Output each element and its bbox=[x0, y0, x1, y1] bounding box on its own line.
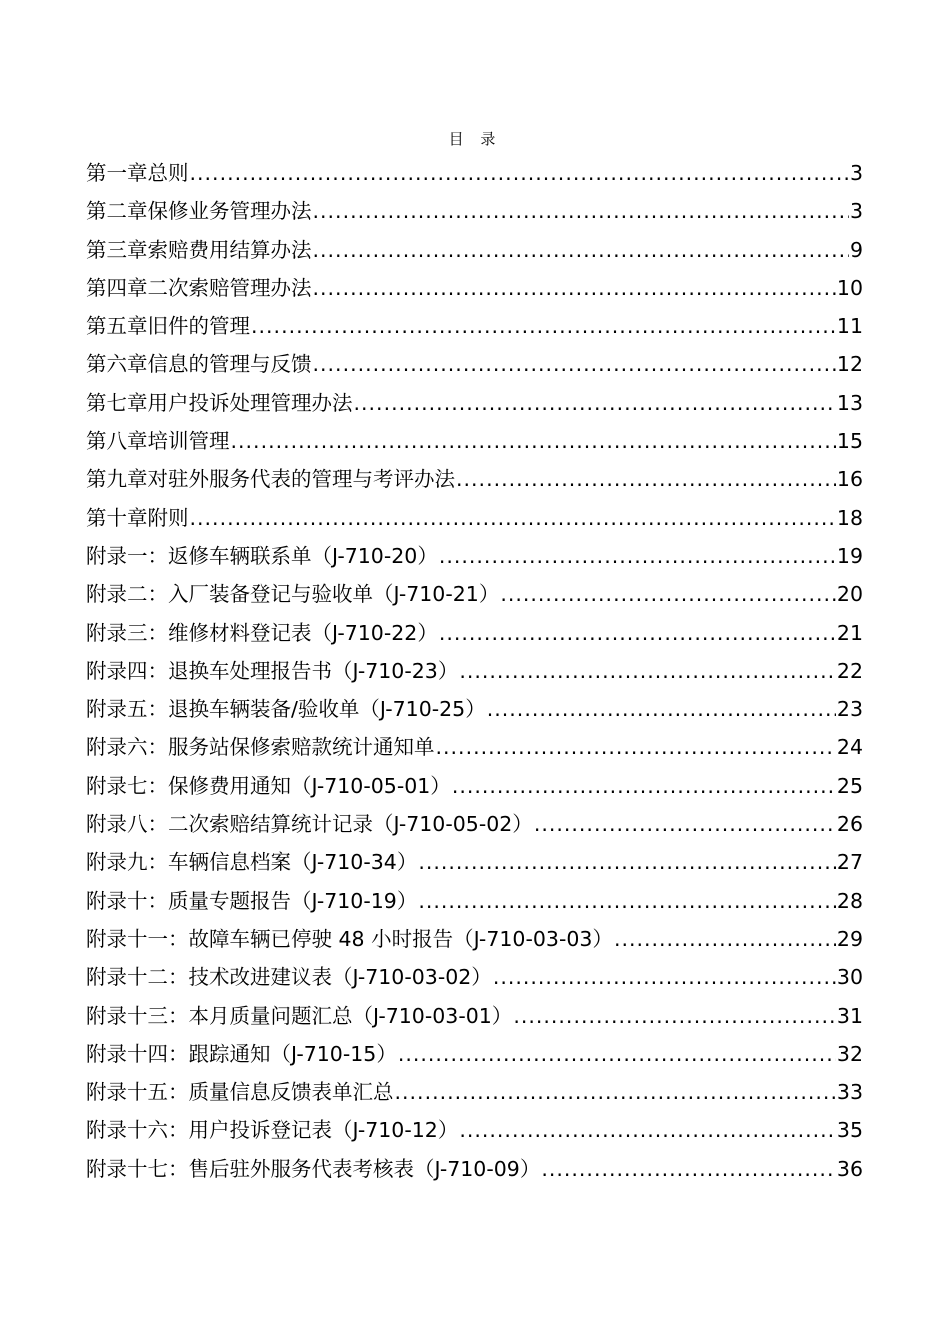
toc-page-number: 12 bbox=[836, 352, 863, 377]
toc-entry[interactable] bbox=[86, 922, 863, 960]
toc-page-number: 30 bbox=[836, 965, 863, 990]
toc-entry[interactable] bbox=[86, 730, 863, 768]
dot-leader bbox=[251, 314, 836, 338]
dot-leader bbox=[493, 965, 836, 989]
toc-page-number: 16 bbox=[836, 467, 863, 492]
toc-page-number: 15 bbox=[836, 429, 863, 454]
toc-page-number: 10 bbox=[836, 275, 863, 300]
toc-entry-label: 附录十四：跟踪通知（J-710-15） bbox=[86, 1041, 397, 1066]
toc-entry-label: 附录十六：用户投诉登记表（J-710-12） bbox=[86, 1118, 459, 1143]
toc-entry[interactable] bbox=[86, 884, 863, 922]
toc-entry-label: 附录四：退换车处理报告书（J-710-23） bbox=[86, 658, 459, 683]
toc-entry[interactable] bbox=[86, 1113, 863, 1151]
toc-page-number: 9 bbox=[849, 237, 863, 262]
toc-entry[interactable] bbox=[86, 462, 863, 500]
dot-leader bbox=[354, 391, 836, 415]
toc-page-number: 13 bbox=[836, 390, 863, 415]
toc-entry-label: 附录十：质量专题报告（J-710-19） bbox=[86, 888, 418, 913]
dot-leader bbox=[452, 774, 836, 798]
toc-page-number: 3 bbox=[849, 161, 863, 185]
toc-entry[interactable] bbox=[86, 692, 863, 730]
toc-page-number: 28 bbox=[836, 888, 863, 913]
toc-entry[interactable] bbox=[86, 960, 863, 998]
toc-entry[interactable] bbox=[86, 309, 863, 347]
toc-page-number: 3 bbox=[849, 199, 863, 224]
dot-leader bbox=[500, 582, 836, 606]
dot-leader bbox=[313, 199, 849, 223]
dot-leader bbox=[614, 927, 836, 951]
toc-entry-label: 第二章保修业务管理办法 bbox=[86, 199, 312, 224]
toc-entry[interactable] bbox=[86, 1152, 863, 1190]
toc-entry[interactable] bbox=[86, 616, 863, 654]
toc-entry[interactable] bbox=[86, 233, 863, 271]
dot-leader bbox=[487, 697, 836, 721]
dot-leader bbox=[541, 1157, 836, 1181]
toc-entry[interactable] bbox=[86, 845, 863, 883]
toc-entry-label: 附录十三：本月质量问题汇总（J-710-03-01） bbox=[86, 1003, 513, 1028]
toc-page-number: 24 bbox=[836, 735, 863, 760]
toc-entry-label: 第三章索赔费用结算办法 bbox=[86, 237, 312, 262]
toc-entry-label: 第四章二次索赔管理办法 bbox=[86, 275, 312, 300]
toc-page-number: 18 bbox=[836, 505, 863, 530]
toc-page-number: 35 bbox=[836, 1118, 863, 1143]
toc-entry[interactable] bbox=[86, 807, 863, 845]
toc-entry[interactable] bbox=[86, 194, 863, 232]
toc-entry-label: 第六章信息的管理与反馈 bbox=[86, 352, 312, 377]
toc-page-number: 33 bbox=[836, 1080, 863, 1105]
dot-leader bbox=[418, 889, 836, 913]
toc-page-number: 22 bbox=[836, 658, 863, 683]
toc-page-number: 27 bbox=[836, 850, 863, 875]
toc-entry[interactable] bbox=[86, 386, 863, 424]
toc-entry[interactable] bbox=[86, 769, 863, 807]
toc-page-number: 11 bbox=[836, 314, 863, 339]
dot-leader bbox=[313, 352, 836, 376]
dot-leader bbox=[190, 506, 836, 530]
dot-leader bbox=[395, 1080, 836, 1104]
toc-entry-label: 附录七：保修费用通知（J-710-05-01） bbox=[86, 773, 451, 798]
dot-leader bbox=[439, 544, 836, 568]
dot-leader bbox=[313, 238, 849, 262]
toc-page-number: 31 bbox=[836, 1003, 863, 1028]
toc-entry-label: 附录十一：故障车辆已停驶 48 小时报告（J-710-03-03） bbox=[86, 926, 613, 951]
toc-entry-label: 第五章旧件的管理 bbox=[86, 314, 250, 339]
toc-page-number: 26 bbox=[836, 812, 863, 837]
dot-leader bbox=[418, 850, 836, 874]
toc-entry[interactable] bbox=[86, 654, 863, 692]
dot-leader bbox=[313, 276, 836, 300]
dot-leader bbox=[190, 161, 849, 185]
toc-entry[interactable] bbox=[86, 156, 863, 194]
dot-leader bbox=[436, 735, 836, 759]
toc-page-number: 36 bbox=[836, 1156, 863, 1181]
toc-entry-label: 附录二：入厂装备登记与验收单（J-710-21） bbox=[86, 582, 500, 607]
toc-entry[interactable] bbox=[86, 501, 863, 539]
toc-entry[interactable] bbox=[86, 1075, 863, 1113]
toc-entry-label: 附录十二：技术改进建议表（J-710-03-02） bbox=[86, 965, 492, 990]
dot-leader bbox=[231, 429, 836, 453]
toc-title: 目 录 bbox=[448, 130, 502, 148]
dot-leader bbox=[456, 467, 836, 491]
dot-leader bbox=[439, 621, 836, 645]
toc-entry-label: 附录十七：售后驻外服务代表考核表（J-710-09） bbox=[86, 1156, 541, 1181]
toc-page-number: 25 bbox=[836, 773, 863, 798]
toc-entry[interactable] bbox=[86, 539, 863, 577]
toc-entry[interactable] bbox=[86, 424, 863, 462]
toc-entry[interactable] bbox=[86, 271, 863, 309]
toc-entry-label: 附录一：返修车辆联系单（J-710-20） bbox=[86, 543, 438, 568]
toc-page-number: 20 bbox=[836, 582, 863, 607]
toc-entry[interactable] bbox=[86, 1037, 863, 1075]
toc-entry-label: 第八章培训管理 bbox=[86, 429, 230, 454]
dot-leader bbox=[398, 1042, 836, 1066]
toc-entry[interactable] bbox=[86, 577, 863, 615]
toc-entry-label: 第十章附则 bbox=[86, 505, 189, 530]
toc-entry-label: 第一章总则 bbox=[86, 161, 189, 185]
toc-entry-label: 第九章对驻外服务代表的管理与考评办法 bbox=[86, 467, 455, 492]
toc-entry-label: 第七章用户投诉处理管理办法 bbox=[86, 390, 353, 415]
toc-entry[interactable] bbox=[86, 347, 863, 385]
toc-entry-label: 附录五：退换车辆装备/验收单（J-710-25） bbox=[86, 697, 486, 722]
table-of-contents bbox=[86, 156, 863, 1190]
toc-entry-label: 附录三：维修材料登记表（J-710-22） bbox=[86, 620, 438, 645]
toc-page-number: 29 bbox=[836, 926, 863, 951]
toc-page-number: 32 bbox=[836, 1041, 863, 1066]
toc-entry-label: 附录九：车辆信息档案（J-710-34） bbox=[86, 850, 418, 875]
toc-page-number: 21 bbox=[836, 620, 863, 645]
toc-page-number: 23 bbox=[836, 697, 863, 722]
toc-entry-label: 附录十五：质量信息反馈表单汇总 bbox=[86, 1080, 394, 1105]
toc-entry[interactable] bbox=[86, 999, 863, 1037]
dot-leader bbox=[459, 1118, 836, 1142]
toc-page-number: 19 bbox=[836, 543, 863, 568]
dot-leader bbox=[459, 659, 836, 683]
toc-entry-label: 附录八：二次索赔结算统计记录（J-710-05-02） bbox=[86, 812, 533, 837]
toc-entry-label: 附录六：服务站保修索赔款统计通知单 bbox=[86, 735, 435, 760]
dot-leader bbox=[534, 812, 836, 836]
dot-leader bbox=[513, 1004, 836, 1028]
